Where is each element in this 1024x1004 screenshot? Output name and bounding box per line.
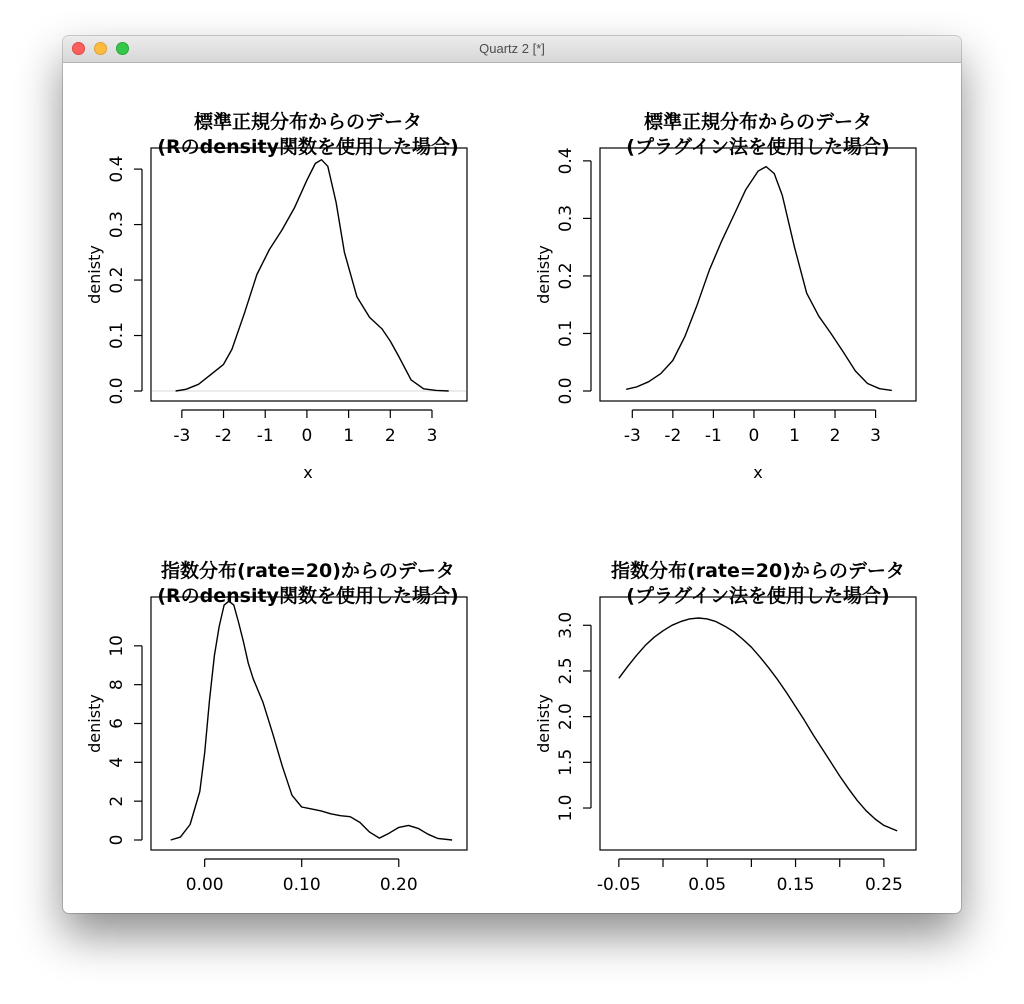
title-bar[interactable] (63, 36, 961, 63)
y-tick-label: 0.4 (107, 155, 127, 183)
y-axis-label: denisty (534, 245, 553, 304)
plot-frame (151, 597, 467, 850)
x-tick-label: 0.10 (282, 875, 321, 895)
y-tick-label: 0.0 (556, 377, 576, 405)
x-tick-label: -3 (623, 426, 641, 446)
y-tick-label: 0.2 (107, 266, 127, 294)
x-tick-label: 2 (829, 426, 841, 446)
y-tick-label: 2.0 (556, 703, 576, 731)
y-tick-label: 4 (107, 756, 127, 768)
y-axis-label: denisty (85, 245, 104, 304)
y-tick-label: 0.1 (107, 322, 127, 350)
panel-title: 標準正規分布からのデータ (643, 111, 873, 133)
x-tick-label: -2 (215, 426, 233, 446)
y-tick-label: 2 (107, 795, 127, 807)
density-line (171, 601, 452, 840)
panel-4 (534, 559, 916, 895)
panel-subtitle: (プラグイン法を使用した場合) (626, 585, 890, 607)
panel-2 (534, 110, 916, 482)
x-tick-label: 1 (343, 426, 355, 446)
plot-area (63, 63, 961, 913)
x-tick-label: 0.20 (379, 875, 418, 895)
y-axis-label: denisty (534, 694, 553, 753)
x-tick-label: 0.25 (864, 875, 903, 895)
panel-3 (85, 559, 467, 895)
x-tick-label: -3 (173, 426, 191, 446)
y-tick-label: 6 (107, 718, 127, 729)
panel-subtitle: (Rのdensity関数を使用した場合) (157, 585, 459, 607)
y-tick-label: 10 (107, 635, 127, 657)
y-tick-label: 2.5 (556, 657, 576, 685)
y-tick-label: 3.0 (556, 611, 576, 639)
panel-title: 標準正規分布からのデータ (193, 111, 423, 133)
x-tick-label: -1 (704, 426, 722, 446)
x-tick-label: -0.05 (596, 875, 641, 895)
density-line (626, 167, 892, 391)
x-tick-label: 1 (789, 426, 800, 446)
x-tick-label: -1 (256, 426, 274, 446)
y-tick-label: 0.4 (556, 147, 576, 175)
y-tick-label: 0.3 (556, 204, 576, 232)
y-tick-label: 0.2 (556, 262, 576, 290)
plot-frame (151, 148, 467, 401)
density-line (176, 160, 449, 391)
panel-subtitle: (Rのdensity関数を使用した場合) (157, 136, 459, 158)
x-tick-label: -2 (664, 426, 682, 446)
y-tick-label: 8 (107, 679, 127, 691)
x-tick-label: 0 (748, 426, 760, 446)
y-tick-label: 0.1 (556, 319, 576, 347)
app-window (63, 36, 961, 913)
panel-1 (85, 110, 467, 482)
x-tick-label: 0.05 (688, 875, 727, 895)
x-axis-label: x (753, 463, 763, 482)
y-axis-label: denisty (85, 694, 104, 753)
x-tick-label: 0 (301, 426, 313, 446)
plots-canvas (63, 63, 961, 913)
x-tick-label: 0.15 (776, 875, 815, 895)
y-tick-label: 0.0 (107, 377, 127, 405)
plot-frame (600, 597, 916, 850)
y-tick-label: 1.0 (556, 794, 576, 822)
panel-subtitle: (プラグイン法を使用した場合) (626, 136, 890, 158)
window-title: Quartz 2 [*] (479, 41, 545, 56)
x-tick-label: 3 (870, 426, 882, 446)
y-tick-label: 0 (107, 834, 127, 846)
x-tick-label: 2 (384, 426, 396, 446)
y-tick-label: 1.5 (556, 748, 576, 776)
panel-title: 指数分布(rate=20)からのデータ (161, 560, 455, 582)
plot-frame (600, 148, 916, 401)
x-tick-label: 0.00 (185, 875, 224, 895)
x-tick-label: 3 (426, 426, 438, 446)
panel-title: 指数分布(rate=20)からのデータ (611, 560, 905, 582)
x-axis-label: x (303, 463, 313, 482)
density-line (619, 618, 897, 831)
y-tick-label: 0.3 (107, 211, 127, 239)
